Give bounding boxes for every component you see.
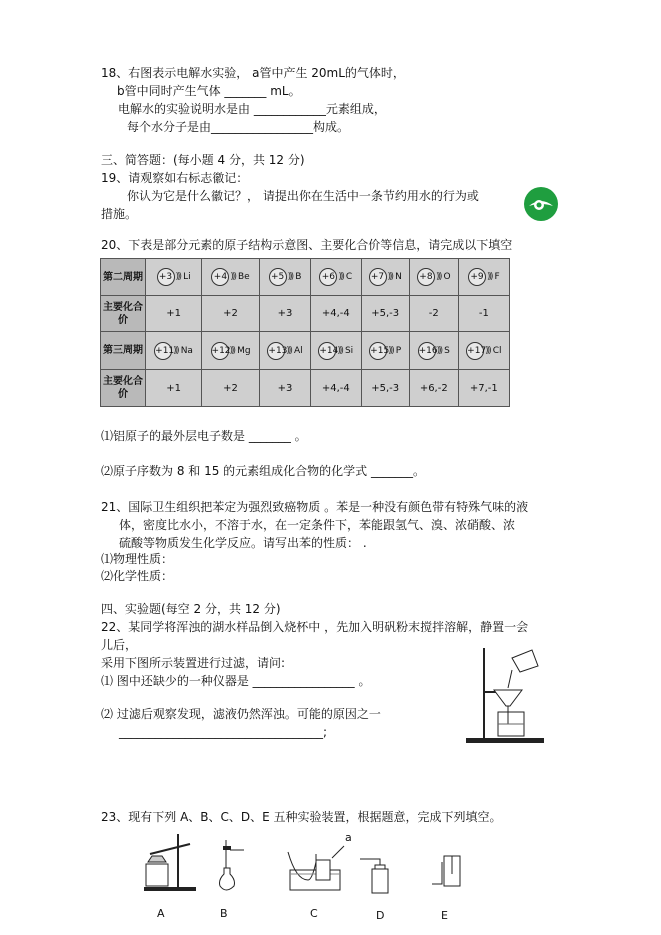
filtration-apparatus-figure [462,640,548,746]
atom-cell: +13 ))) Al [259,332,310,370]
label-b: B [220,907,228,920]
section3-header: 三、简答题：(每小题 4 分，共 12 分) [101,153,305,167]
apparatus-e-icon [430,852,464,894]
apparatus-a-icon [140,832,200,892]
valence-cell: +5,-3 [361,370,409,407]
atom-cell: +17 ))) Cl [458,332,509,370]
label-d: D [376,909,385,922]
q22-line3: 采用下图所示装置进行过滤，请问: [101,656,286,670]
q18-line3: 电解水的实验说明水是由 ____________元素组成， [118,102,386,116]
atom-cell: +7 ))) N [361,259,409,296]
atom-cell: +15 ))) P [361,332,409,370]
label-a: A [157,907,165,920]
water-saving-emblem-icon [523,186,559,222]
atom-cell: +5 ))) B [259,259,310,296]
q22-part2: ⑵ 过滤后观察发现，滤液仍然浑浊。可能的原因之一 [101,707,381,721]
q20-part1: ⑴铝原子的最外层电子数是 _______ 。 [101,429,307,443]
q18-line4: 每个水分子是由_________________构成。 [127,120,350,134]
q19-line1: 19、请观察如右标志徽记： [101,171,249,185]
apparatus-d-icon [358,855,394,897]
q21-part1: ⑴物理性质： [101,552,174,566]
valence-cell: +2 [202,296,260,332]
mark-a-label: a [345,831,352,844]
q20-part2: ⑵原子序数为 8 和 15 的元素组成化合物的化学式 _______。 [101,464,425,478]
valence-cell: +1 [146,296,202,332]
q21-line2: 体，密度比水小，不溶于水，在一定条件下，苯能跟氢气、溴、浓硝酸、浓 [119,518,516,532]
q18-line2: b管中同时产生气体 _______ mL。 [117,84,301,98]
valence-cell: +3 [259,370,310,407]
q21-line1: 21、国际卫生组织把苯定为强烈致癌物质 。苯是一种没有颜色带有特殊气味的液 [101,500,529,514]
q22-line2: 儿后， [101,638,138,652]
valence-cell: +1 [146,370,202,407]
valence-cell: +5,-3 [361,296,409,332]
q21-part2: ⑵化学性质： [101,569,174,583]
atom-cell: +4 ))) Be [202,259,260,296]
q22-part1: ⑴ 图中还缺少的一种仪器是 _________________ 。 [101,674,371,688]
atom-cell: +8 ))) O [409,259,458,296]
label-e: E [441,909,448,922]
apparatus-b-icon [216,838,246,894]
q20-intro: 20、下表是部分元素的原子结构示意图、主要化合价等信息，请完成以下填空 [101,238,513,252]
row-label-period2: 第二周期 [101,259,146,296]
atom-cell: +12 ))) Mg [202,332,260,370]
atom-cell: +3 ))) Li [146,259,202,296]
row-label-period3: 第三周期 [101,332,146,370]
q18-line1: 18、右图表示电解水实验， a管中产生 20mL的气体时， [101,66,405,80]
atom-cell: +9 ))) F [458,259,509,296]
valence-cell: +3 [259,296,310,332]
q22-line1: 22、某同学将浑浊的湖水样品倒入烧杯中 ，先加入明矾粉末搅拌溶解，静置一会 [101,620,529,634]
q21-line3: 硫酸等物质发生化学反应。请写出苯的性质： . [119,536,367,550]
q19-line2: 你认为它是什么徽记？， 请提出你在生活中一条节约用水的行为或 [127,189,479,203]
valence-cell: +4,-4 [311,296,361,332]
atom-cell: +11 ))) Na [146,332,202,370]
element-structure-table [100,258,510,406]
atom-cell: +14 ))) Si [311,332,361,370]
atom-cell: +16 ))) S [409,332,458,370]
valence-cell: +2 [202,370,260,407]
valence-cell: +7,-1 [458,370,509,407]
label-c: C [310,907,318,920]
section4-header: 四、实验题(每空 2 分，共 12 分) [101,602,281,616]
q23-line1: 23、现有下列 A、B、C、D、E 五种实验装置，根据题意，完成下列填空。 [101,810,502,824]
apparatus-c-icon [286,844,348,892]
row-label-valence3: 主要化合价 [101,370,146,407]
atom-cell: +6 ))) C [311,259,361,296]
valence-cell: -1 [458,296,509,332]
valence-cell: +6,-2 [409,370,458,407]
row-label-valence2: 主要化合价 [101,296,146,332]
q19-line3: 措施。 [101,207,138,221]
q22-part2-blank: __________________________________; [119,725,328,739]
valence-cell: -2 [409,296,458,332]
valence-cell: +4,-4 [311,370,361,407]
